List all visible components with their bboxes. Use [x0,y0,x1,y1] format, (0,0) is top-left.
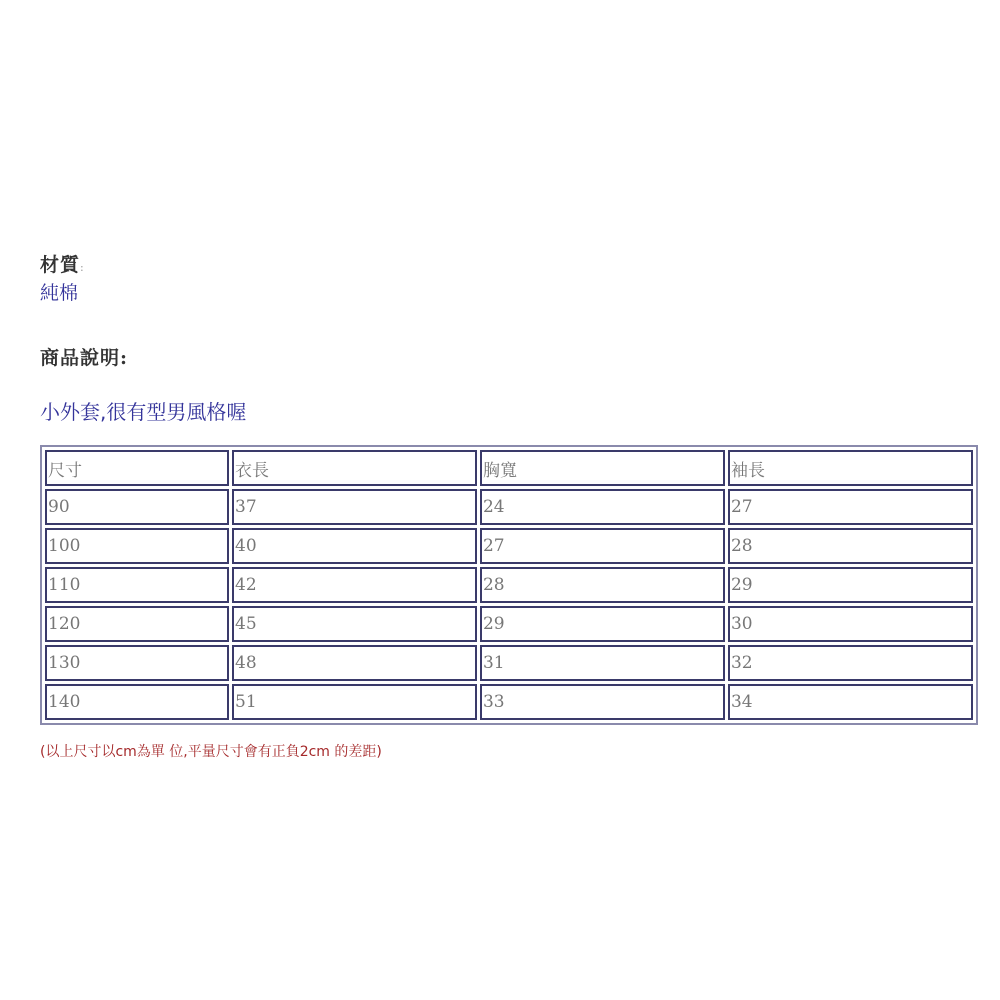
table-cell: 42 [232,567,477,603]
table-cell: 130 [45,645,229,681]
header-cell-length: 衣長 [232,450,477,486]
material-label-colon: : [80,261,85,274]
table-cell: 90 [45,489,229,525]
table-cell: 37 [232,489,477,525]
table-cell: 51 [232,684,477,720]
table-cell: 34 [728,684,973,720]
description-value: 小外套,很有型男風格喔 [40,400,247,424]
table-row [45,528,973,564]
header-cell-size: 尺寸 [45,450,229,486]
table-cell: 28 [480,567,725,603]
header-cell-sleeve: 袖長 [728,450,973,486]
material-label [40,250,85,277]
table-cell: 27 [480,528,725,564]
table-cell: 45 [232,606,477,642]
table-cell: 40 [232,528,477,564]
table-cell: 30 [728,606,973,642]
table-cell: 120 [45,606,229,642]
table-row [45,684,973,720]
table-cell: 33 [480,684,725,720]
table-cell: 100 [45,528,229,564]
table-cell: 28 [728,528,973,564]
measurement-note: (以上尺寸以cm為單 位,平量尺寸會有正負2cm 的差距) [40,744,382,760]
material-label-text: 材質 [40,254,81,276]
table-header-row [45,450,973,486]
size-table [40,445,978,725]
table-row [45,606,973,642]
table-cell: 27 [728,489,973,525]
table-cell: 29 [480,606,725,642]
table-cell: 31 [480,645,725,681]
table-cell: 110 [45,567,229,603]
material-value: 純棉 [40,282,79,304]
table-row [45,489,973,525]
table-cell: 32 [728,645,973,681]
table-cell: 29 [728,567,973,603]
description-label: 商品說明: [40,347,129,369]
table-cell: 48 [232,645,477,681]
header-cell-chest: 胸寬 [480,450,725,486]
table-row [45,645,973,681]
table-cell: 24 [480,489,725,525]
table-cell: 140 [45,684,229,720]
table-row [45,567,973,603]
